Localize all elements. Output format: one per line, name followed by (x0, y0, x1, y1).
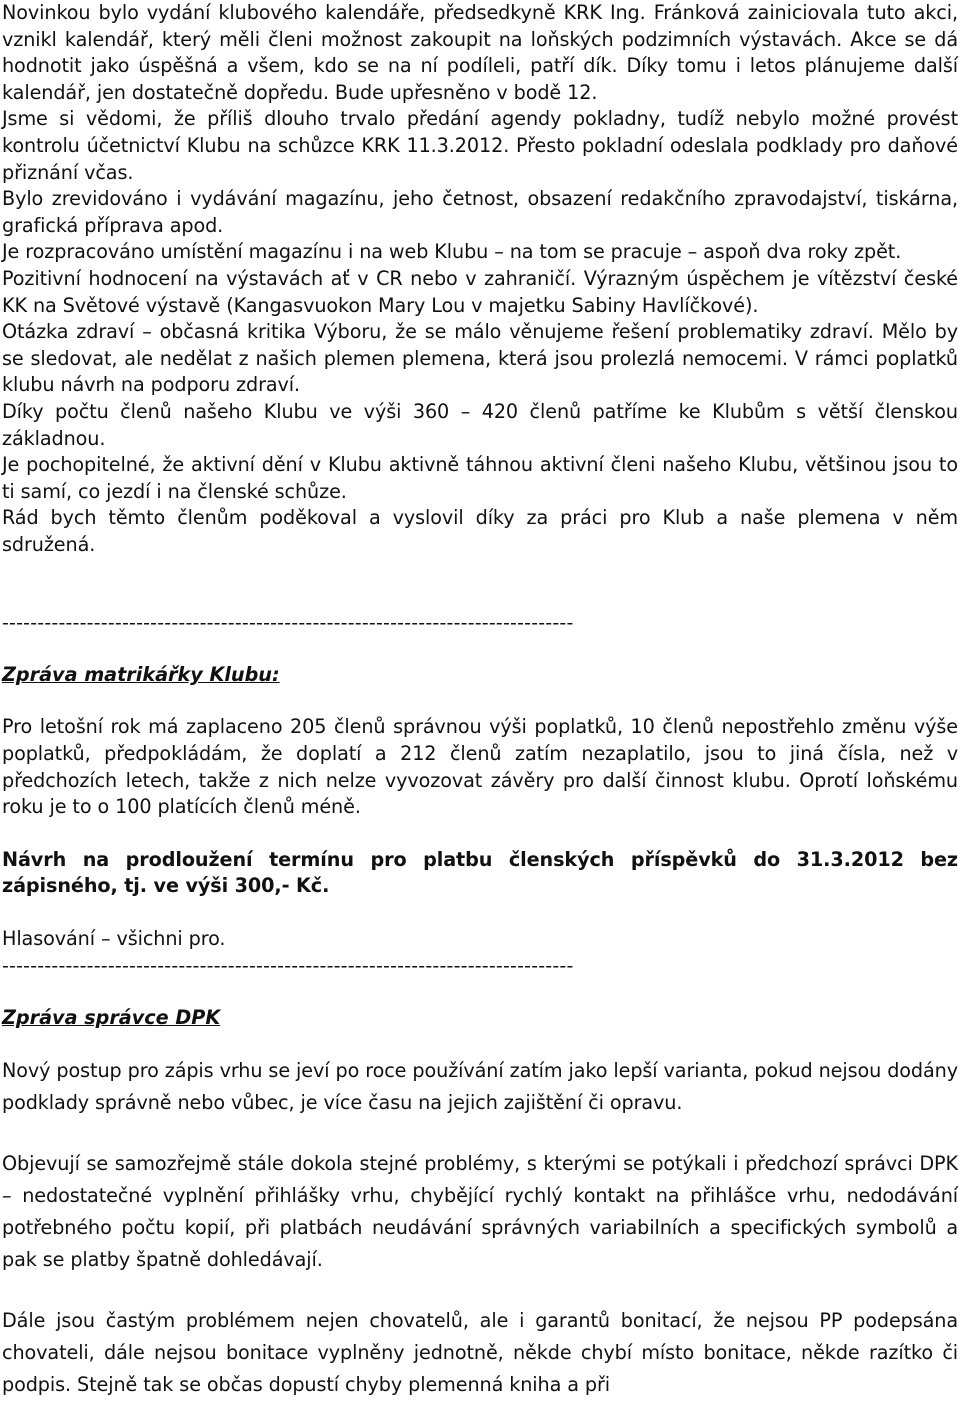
separator-line: --------------------------------------------------------------------------------- (2, 954, 574, 977)
intro-paragraph: Otázka zdraví – občasná kritika Výboru, že se málo věnujeme řešení problematiky zdraví. Mělo by se sledovat, ale nedělat z našich plemen plemena, která jsou prolezlá nemocemi. V rámci poplatků klubu návrh na podporu zdraví. (2, 320, 958, 397)
dpk-paragraph: Nový postup pro zápis vrhu se jeví po roce používání zatím jako lepší varianta, pokud nejsou dodány podklady správně nebo vůbec, je více času na jejich zajištění či opravu. (2, 1058, 958, 1114)
intro-paragraph: Rád bych těmto členům poděkoval a vyslovil díky za práci pro Klub a naše plemena v něm sdružená. (2, 506, 958, 556)
intro-paragraph: Je pochopitelné, že aktivní dění v Klubu aktivně táhnou aktivní členi našeho Klubu, většinou jsou to ti samí, co jezdí i na členské schůze. (2, 453, 958, 503)
intro-section (2, 0, 958, 558)
dpk-paragraph: Dále jsou častým problémem nejen chovatelů, ale i garantů bonitací, že nejsou PP podepsána chovateli, dále nejsou bonitace vyplněny jednotně, někde chybí místo bonitace, někde razítko či podpis. Stejně tak se občas dopustí chyby plemenná kniha a při (2, 1308, 958, 1396)
separator-line: --------------------------------------------------------------------------------- (2, 612, 574, 635)
intro-paragraph: Bylo zrevidováno i vydávání magazínu, jeho četnost, obsazení redakčního zpravodajství, tiskárna, grafická příprava apod. (2, 187, 958, 237)
intro-paragraph: Díky počtu členů našeho Klubu ve výši 360 – 420 členů patříme ke Klubům s větší členskou základnou. (2, 399, 958, 450)
dpk-paragraph: Objevují se samozřejmě stále dokola stejné problémy, s kterými se potýkali i předchozí správci DPK – nedostatečné vyplnění přihlášky vrhu, chybějící rychlý kontakt na přihlášce vrhu, nedodávání potřebného počtu kopií, při platbách neudávání správných variabilních a specifických symbolů a pak se platby špatně dohledávají. (2, 1151, 958, 1271)
intro-paragraph: Pozitivní hodnocení na výstavách ať v CR nebo v zahraničí. Výrazným úspěchem je vítězství české KK na Světové výstavě (Kangasvuokon Mary Lou v majetku Sabiny Havlíčkové). (2, 266, 958, 317)
registrar-vote: Hlasování – všichni pro. (2, 927, 226, 951)
dpk-heading: Zpráva správce DPK (2, 1005, 221, 1029)
registrar-body: Pro letošní rok má zaplaceno 205 členů správnou výši poplatků, 10 členů nepostřehlo změnu výše poplatků, předpokládám, že doplatí a 212 členů zatím nezaplatilo, jsou to jiná čísla, než v předchozích letech, takže z nich nelze vyvozovat závěry pro další činnost klubu. Oprotí loňskému roku je to o 100 platících členů méně. (2, 715, 958, 819)
registrar-heading: Zpráva matrikářky Klubu: (2, 663, 280, 687)
dpk-section (2, 1055, 958, 1401)
intro-paragraph: Je rozpracováno umístění magazínu i na web Klubu – na tom se pracuje – aspoň dva roky zpět. (2, 240, 902, 264)
intro-paragraph: Novinkou bylo vydání klubového kalendáře, předsedkyně KRK Ing. Fránková zainiciovala tuto akci, vznikl kalendář, který měli členi možnost zakoupit na loňských podzimních výstavách. Akce se dá hodnotit jako úspěšná a všem, kdo se na ní podíleli, patří dík. Díky tomu i letos plánujeme další kalendář, jen dostatečně dopředu. Bude upřesněno v bodě 12. (2, 1, 958, 104)
intro-paragraph: Jsme si vědomi, že příliš dlouho trvalo předání agendy pokladny, tudíž nebylo možné provést kontrolu účetnictví Klubu na schůzce KRK 11.3.2012. Přesto pokladní odeslala podklady pro daňové přiznání včas. (2, 107, 958, 184)
registrar-proposal: Návrh na prodloužení termínu pro platbu členských příspěvků do 31.3.2012 bez zápisného, tj. ve výši 300,- Kč. (2, 847, 958, 898)
